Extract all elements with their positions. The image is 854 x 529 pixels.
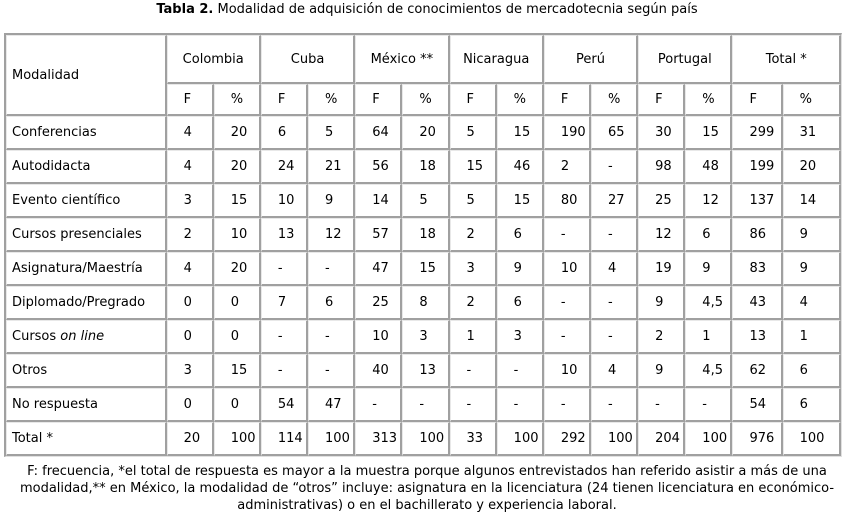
table-cell: - <box>591 388 638 422</box>
table-cell: 25 <box>355 286 402 320</box>
table-cell: 6 <box>783 388 841 422</box>
table-cell: 6 <box>261 116 308 150</box>
row-label <box>6 252 167 286</box>
table-cell: - <box>261 252 308 286</box>
table-row <box>6 116 841 150</box>
table-cell: 199 <box>732 150 782 184</box>
table-cell: 9 <box>685 252 732 286</box>
table-cell: 100 <box>591 422 638 456</box>
table-cell: - <box>402 388 449 422</box>
table-cell: 65 <box>591 116 638 150</box>
table-cell: 100 <box>685 422 732 456</box>
country-header: Nicaragua <box>450 35 544 84</box>
table-cell: 0 <box>167 320 214 354</box>
table-cell: - <box>544 320 591 354</box>
table-cell: - <box>355 388 402 422</box>
table-cell: 9 <box>783 218 841 252</box>
table-cell: 1 <box>450 320 497 354</box>
table-cell: 13 <box>261 218 308 252</box>
table-cell: 1 <box>783 320 841 354</box>
subheader-cell: % <box>685 84 732 116</box>
footnote-line: administrativas) o en el bachillerato y experiencia laboral. <box>237 498 617 513</box>
table-cell: 0 <box>214 388 261 422</box>
table-cell: 5 <box>450 116 497 150</box>
table-cell: 6 <box>685 218 732 252</box>
table-cell: 43 <box>732 286 782 320</box>
table-cell: - <box>497 354 544 388</box>
table-row <box>6 252 841 286</box>
table-cell: 9 <box>638 354 685 388</box>
row-label-italic: on line <box>60 329 105 344</box>
table-cell: 190 <box>544 116 591 150</box>
table-cell: - <box>591 218 638 252</box>
table-cell: 10 <box>355 320 402 354</box>
table-cell: 13 <box>402 354 449 388</box>
table-cell: 100 <box>402 422 449 456</box>
table-cell: - <box>544 218 591 252</box>
footnote <box>0 463 854 514</box>
table-cell: 10 <box>544 252 591 286</box>
data-table <box>4 33 842 457</box>
row-label-text: Conferencias <box>12 125 97 140</box>
table-cell: 20 <box>402 116 449 150</box>
table-cell: 5 <box>450 184 497 218</box>
table-cell: - <box>308 354 355 388</box>
table-cell: 3 <box>167 354 214 388</box>
table-cell: 4 <box>167 150 214 184</box>
table-cell: 3 <box>450 252 497 286</box>
caption-label: Tabla 2. <box>156 2 214 17</box>
subheader-cell: F <box>355 84 402 116</box>
table-cell: 6 <box>497 286 544 320</box>
table-cell: 10 <box>261 184 308 218</box>
table-cell: 20 <box>214 252 261 286</box>
country-header: Cuba <box>261 35 355 84</box>
table-cell: 100 <box>497 422 544 456</box>
table-cell: 54 <box>261 388 308 422</box>
subheader-cell: % <box>214 84 261 116</box>
table-cell: 100 <box>214 422 261 456</box>
table-cell: 6 <box>497 218 544 252</box>
subheader-cell: F <box>261 84 308 116</box>
table-cell: - <box>308 252 355 286</box>
subheader-cell: % <box>591 84 638 116</box>
subheader-cell: % <box>497 84 544 116</box>
table-cell: - <box>638 388 685 422</box>
table-cell: 46 <box>497 150 544 184</box>
table-cell: 4 <box>591 252 638 286</box>
subheader-cell: F <box>732 84 782 116</box>
table-cell: 57 <box>355 218 402 252</box>
subheader-cell: F <box>167 84 214 116</box>
row-label-text: No respuesta <box>12 397 98 412</box>
table-cell: - <box>497 388 544 422</box>
table-cell: 24 <box>261 150 308 184</box>
subheader-cell: % <box>783 84 841 116</box>
table-cell: - <box>544 388 591 422</box>
table-cell: 33 <box>450 422 497 456</box>
table-cell: 2 <box>450 286 497 320</box>
row-label <box>6 422 167 456</box>
table-cell: 18 <box>402 218 449 252</box>
table-cell: 12 <box>685 184 732 218</box>
table-cell: - <box>450 354 497 388</box>
country-header: Portugal <box>638 35 732 84</box>
table-cell: 2 <box>167 218 214 252</box>
country-header: Perú <box>544 35 638 84</box>
table-cell: 313 <box>355 422 402 456</box>
table-cell: 14 <box>355 184 402 218</box>
country-header: México ** <box>355 35 449 84</box>
table-cell: 0 <box>167 388 214 422</box>
table-row <box>6 218 841 252</box>
table-cell: 9 <box>783 252 841 286</box>
row-label-text: Cursos presenciales <box>12 227 142 242</box>
row-label <box>6 286 167 320</box>
row-label-text: Asignatura/Maestría <box>12 261 143 276</box>
table-cell: 0 <box>214 320 261 354</box>
table-cell: 98 <box>638 150 685 184</box>
table-cell: - <box>685 388 732 422</box>
table-cell: 56 <box>355 150 402 184</box>
table-cell: 292 <box>544 422 591 456</box>
table-cell: 1 <box>685 320 732 354</box>
table-cell: 10 <box>214 218 261 252</box>
footnote-line: modalidad,** en México, la modalidad de “otros” incluye: asignatura en la licenciatura (24 tienen licenciatura en económico- <box>19 481 835 496</box>
table-cell: 9 <box>638 286 685 320</box>
subheader-cell: F <box>544 84 591 116</box>
table-cell: 137 <box>732 184 782 218</box>
table-cell: - <box>308 320 355 354</box>
table-cell: 31 <box>783 116 841 150</box>
subheader-cell: F <box>638 84 685 116</box>
table-cell: 204 <box>638 422 685 456</box>
table-cell: 15 <box>214 184 261 218</box>
row-label <box>6 184 167 218</box>
row-label-text: Otros <box>12 363 48 378</box>
table-cell: 3 <box>402 320 449 354</box>
table-cell: 15 <box>497 184 544 218</box>
table-cell: 299 <box>732 116 782 150</box>
table-cell: 4 <box>167 116 214 150</box>
table-cell: 2 <box>450 218 497 252</box>
row-label <box>6 354 167 388</box>
row-label <box>6 218 167 252</box>
row-label-text: Cursos <box>12 329 61 344</box>
table-cell: 54 <box>732 388 782 422</box>
table-cell: 12 <box>308 218 355 252</box>
table-cell: 4 <box>167 252 214 286</box>
table-cell: 15 <box>497 116 544 150</box>
row-header-cell: Modalidad <box>6 35 167 116</box>
table-cell: 30 <box>638 116 685 150</box>
table-cell: - <box>544 286 591 320</box>
table-cell: 8 <box>402 286 449 320</box>
table-cell: 3 <box>167 184 214 218</box>
table-cell: 20 <box>214 150 261 184</box>
table-row <box>6 286 841 320</box>
table-cell: 10 <box>544 354 591 388</box>
subheader-cell: F <box>450 84 497 116</box>
table-cell: - <box>261 320 308 354</box>
subheader-cell: % <box>308 84 355 116</box>
subheader-cell: % <box>402 84 449 116</box>
table-cell: 47 <box>355 252 402 286</box>
table-cell: 4,5 <box>685 354 732 388</box>
table-cell: 13 <box>732 320 782 354</box>
table-cell: - <box>261 354 308 388</box>
table-row <box>6 422 841 456</box>
table-cell: 21 <box>308 150 355 184</box>
table-cell: 19 <box>638 252 685 286</box>
table-cell: 18 <box>402 150 449 184</box>
table-cell: 7 <box>261 286 308 320</box>
table-cell: 14 <box>783 184 841 218</box>
table-cell: 5 <box>308 116 355 150</box>
table-cell: 15 <box>450 150 497 184</box>
table-caption <box>0 2 854 18</box>
table-cell: 100 <box>783 422 841 456</box>
row-label <box>6 116 167 150</box>
table-cell: 83 <box>732 252 782 286</box>
table-cell: 6 <box>783 354 841 388</box>
table-cell: 47 <box>308 388 355 422</box>
table-cell: - <box>450 388 497 422</box>
table-cell: 0 <box>167 286 214 320</box>
row-label <box>6 150 167 184</box>
table-cell: 15 <box>402 252 449 286</box>
table-row <box>6 320 841 354</box>
table-cell: 2 <box>638 320 685 354</box>
table-cell: 9 <box>497 252 544 286</box>
table-cell: 62 <box>732 354 782 388</box>
table-row <box>6 388 841 422</box>
caption-text: Modalidad de adquisición de conocimientos de mercadotecnia según país <box>213 2 698 17</box>
table-cell: 3 <box>497 320 544 354</box>
table-cell: - <box>591 150 638 184</box>
table-cell: 64 <box>355 116 402 150</box>
table-cell: 80 <box>544 184 591 218</box>
table-row <box>6 150 841 184</box>
country-header: Colombia <box>167 35 261 84</box>
table-cell: 5 <box>402 184 449 218</box>
row-label <box>6 320 167 354</box>
row-label-text: Total * <box>12 431 53 446</box>
table-cell: - <box>591 286 638 320</box>
country-header: Total * <box>732 35 841 84</box>
row-label-text: Diplomado/Pregrado <box>12 295 146 310</box>
table-cell: 48 <box>685 150 732 184</box>
table-row <box>6 354 841 388</box>
table-cell: 15 <box>214 354 261 388</box>
table-cell: 4,5 <box>685 286 732 320</box>
table-cell: 12 <box>638 218 685 252</box>
table-row <box>6 184 841 218</box>
table-cell: 6 <box>308 286 355 320</box>
table-cell: 976 <box>732 422 782 456</box>
table-cell: 40 <box>355 354 402 388</box>
table-cell: 4 <box>783 286 841 320</box>
table-cell: 25 <box>638 184 685 218</box>
table-cell: 15 <box>685 116 732 150</box>
table-cell: 20 <box>214 116 261 150</box>
table-cell: 100 <box>308 422 355 456</box>
row-label-text: Evento científico <box>12 193 121 208</box>
table-cell: 20 <box>167 422 214 456</box>
table-cell: 0 <box>214 286 261 320</box>
table-cell: 4 <box>591 354 638 388</box>
table-cell: 27 <box>591 184 638 218</box>
footnote-line: F: frecuencia, *el total de respuesta es mayor a la muestra porque algunos entrevistados han referido asistir a más de una <box>27 464 827 479</box>
table-cell: 9 <box>308 184 355 218</box>
table-cell: 114 <box>261 422 308 456</box>
table-cell: 86 <box>732 218 782 252</box>
row-label-text: Autodidacta <box>12 159 91 174</box>
table-cell: 20 <box>783 150 841 184</box>
table-cell: - <box>591 320 638 354</box>
table-cell: 2 <box>544 150 591 184</box>
row-label <box>6 388 167 422</box>
